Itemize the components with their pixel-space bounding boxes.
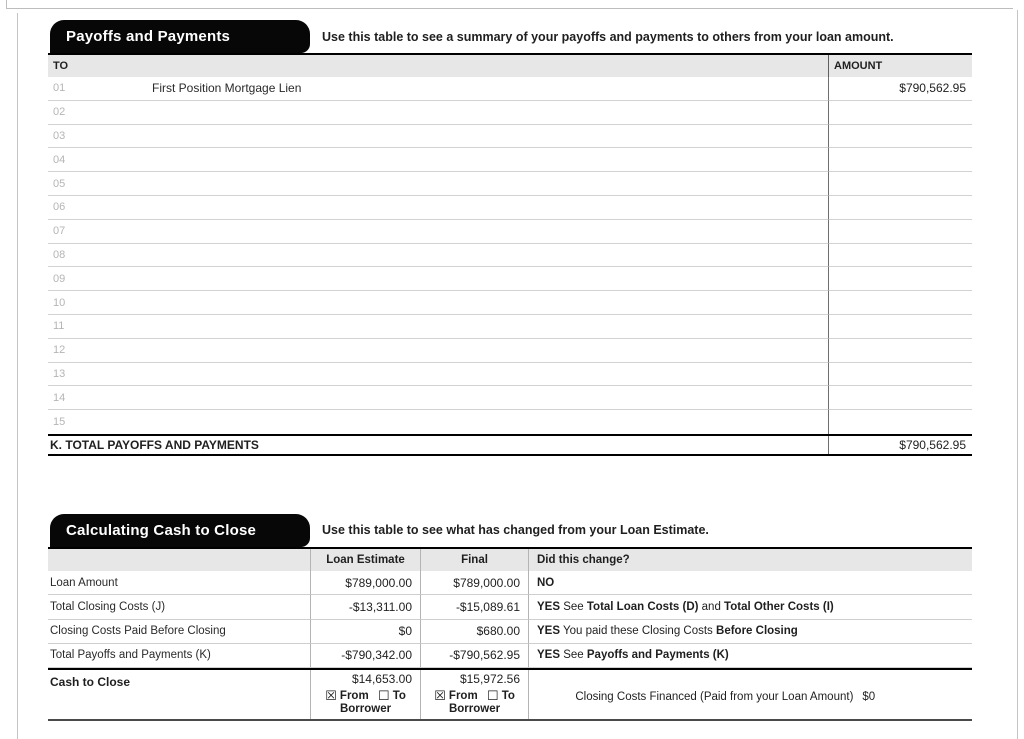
ctc-change-cell xyxy=(528,644,972,668)
payoffs-payee-name: First Position Mortgage Lien xyxy=(152,81,302,96)
payoffs-table-body xyxy=(48,77,972,434)
payoffs-section-title: Payoffs and Payments xyxy=(66,28,231,45)
payoffs-row-number: 14 xyxy=(53,391,66,404)
ctc-row-label: Total Payoffs and Payments (K) xyxy=(48,644,310,668)
payoffs-amount-cell: $790,562.95 xyxy=(828,77,972,101)
payoffs-table-row xyxy=(48,339,972,363)
ctc-loan-estimate-value: -$790,342.00 xyxy=(310,644,420,668)
final-to-label: To xyxy=(501,690,515,703)
final-to-borrower-checkbox-unchecked-icon: ☐ xyxy=(486,688,499,704)
payoffs-to-cell xyxy=(48,101,828,125)
payoffs-col-amount-header: AMOUNT xyxy=(828,55,972,77)
payoffs-amount-cell xyxy=(828,148,972,172)
ctc-loan-estimate-value: -$13,311.00 xyxy=(310,595,420,619)
cash-to-close-section-tab xyxy=(50,514,310,547)
payoffs-row-number: 03 xyxy=(53,129,66,142)
payoffs-table-row xyxy=(48,363,972,387)
payoffs-to-cell xyxy=(48,125,828,149)
payoffs-table-row xyxy=(48,196,972,220)
payoffs-table-row xyxy=(48,291,972,315)
payoffs-row-number: 02 xyxy=(53,106,66,119)
ctc-col-loan-estimate-header: Loan Estimate xyxy=(310,549,420,571)
payoffs-row-number: 04 xyxy=(53,153,66,166)
payoffs-row-number: 01 xyxy=(53,82,66,95)
closing-costs-financed-value: $0 xyxy=(862,691,876,704)
payoffs-amount-cell xyxy=(828,196,972,220)
ctc-final-value: $789,000.00 xyxy=(420,571,528,595)
payoffs-total-row xyxy=(48,434,972,456)
payoffs-row-number: 15 xyxy=(53,416,66,429)
payoffs-section-description: Use this table to see a summary of your payoffs and payments to others from your loan amount. xyxy=(322,29,894,44)
cash-to-close-section-description: Use this table to see what has changed from your Loan Estimate. xyxy=(322,523,709,538)
cash-to-close-summary-row xyxy=(48,668,972,721)
le-to-borrower-checkbox-unchecked-icon: ☐ xyxy=(377,688,390,704)
payoffs-amount-cell xyxy=(828,386,972,410)
payoffs-amount-cell xyxy=(828,172,972,196)
ctc-table-row xyxy=(48,620,972,644)
ctc-change-text-segment: YES xyxy=(537,625,561,638)
ctc-loan-estimate-value: $789,000.00 xyxy=(310,571,420,595)
payoffs-amount-cell xyxy=(828,291,972,315)
le-from-borrower-checkbox-checked-icon: ☒ xyxy=(325,688,337,704)
ctc-final-value: -$15,089.61 xyxy=(420,595,528,619)
payoffs-table-header-row xyxy=(48,55,972,77)
cash-to-close-label: Cash to Close xyxy=(50,675,131,690)
payoffs-to-cell xyxy=(48,339,828,363)
ctc-change-text-segment: Total Other Costs (I) xyxy=(724,600,834,613)
payoffs-to-cell xyxy=(48,410,828,434)
ctc-change-text-segment: Before Closing xyxy=(716,625,798,638)
payoffs-table-row xyxy=(48,410,972,434)
payoffs-amount-cell xyxy=(828,220,972,244)
payoffs-amount-cell xyxy=(828,410,972,434)
payoffs-amount-cell xyxy=(828,339,972,363)
le-from-to-checkbox-line xyxy=(325,687,406,703)
ctc-change-text-segment: YES xyxy=(537,600,561,613)
payoffs-row-number: 10 xyxy=(53,296,66,309)
payoffs-row-number: 06 xyxy=(53,201,66,214)
payoffs-to-cell xyxy=(48,363,828,387)
payoffs-table-row xyxy=(48,148,972,172)
payoffs-amount-cell xyxy=(828,315,972,339)
ctc-row-label: Loan Amount xyxy=(48,571,310,595)
payoffs-table-row xyxy=(48,267,972,291)
payoffs-section xyxy=(48,0,972,456)
page-right-edge xyxy=(1017,10,1018,739)
cash-to-close-change-cell xyxy=(528,670,972,719)
payoffs-to-cell xyxy=(48,220,828,244)
cash-to-close-table xyxy=(48,547,972,721)
ctc-change-text-segment: YES xyxy=(537,649,561,662)
closing-costs-financed-note xyxy=(537,679,875,715)
payoffs-to-cell xyxy=(48,196,828,220)
ctc-change-text-segment: and xyxy=(698,600,725,613)
payoffs-table-row xyxy=(48,101,972,125)
ctc-col-final-header: Final xyxy=(420,549,528,571)
payoffs-to-cell xyxy=(48,267,828,291)
ctc-table-row xyxy=(48,595,972,619)
cash-to-close-table-body xyxy=(48,571,972,668)
cash-to-close-loan-estimate-cell xyxy=(310,670,420,719)
ctc-change-cell xyxy=(528,620,972,644)
ctc-change-text-segment: See xyxy=(560,649,587,662)
cash-to-close-section-title: Calculating Cash to Close xyxy=(66,521,257,539)
closing-disclosure-page xyxy=(48,0,972,721)
ctc-final-value: -$790,562.95 xyxy=(420,644,528,668)
cash-to-close-loan-estimate-amount: $14,653.00 xyxy=(351,672,412,687)
ctc-loan-estimate-value: $0 xyxy=(310,620,420,644)
payoffs-table-row xyxy=(48,386,972,410)
previous-page-left-edge xyxy=(6,0,7,8)
ctc-col-blank-header xyxy=(48,549,310,571)
payoffs-row-number: 12 xyxy=(53,344,66,357)
payoffs-section-header xyxy=(48,20,972,53)
ctc-change-text-segment: Total Loan Costs (D) xyxy=(586,600,699,613)
cash-to-close-section-header xyxy=(48,514,972,547)
payoffs-table-row xyxy=(48,172,972,196)
ctc-row-label: Closing Costs Paid Before Closing xyxy=(48,620,310,644)
payoffs-amount-cell xyxy=(828,125,972,149)
page-left-edge xyxy=(17,13,18,739)
ctc-row-label: Total Closing Costs (J) xyxy=(48,595,310,619)
payoffs-row-number: 09 xyxy=(53,272,66,285)
payoffs-to-cell xyxy=(48,291,828,315)
payoffs-table-row xyxy=(48,220,972,244)
cash-to-close-final-cell xyxy=(420,670,528,719)
ctc-change-text-segment: Payoffs and Payments (K) xyxy=(586,649,729,662)
payoffs-row-number: 11 xyxy=(53,320,65,333)
cash-to-close-final-amount: $15,972.56 xyxy=(459,672,520,687)
payoffs-to-cell xyxy=(48,244,828,268)
payoffs-row-number: 08 xyxy=(53,248,66,261)
le-to-label: To xyxy=(392,690,406,703)
ctc-final-value: $680.00 xyxy=(420,620,528,644)
ctc-change-text-segment: NO xyxy=(537,576,555,589)
payoffs-table-row xyxy=(48,125,972,149)
cash-to-close-header-row xyxy=(48,549,972,571)
payoffs-to-cell xyxy=(48,386,828,410)
final-from-to-checkbox-line xyxy=(434,687,515,703)
payoffs-table-row xyxy=(48,244,972,268)
closing-costs-financed-text: Closing Costs Financed (Paid from your Loan Amount) xyxy=(575,691,854,704)
le-borrower-label: Borrower xyxy=(339,703,392,716)
payoffs-row-number: 07 xyxy=(53,225,66,238)
payoffs-amount-cell xyxy=(828,244,972,268)
payoffs-col-to-header: TO xyxy=(53,60,69,72)
payoffs-amount-cell xyxy=(828,101,972,125)
payoffs-table-row xyxy=(48,315,972,339)
ctc-change-cell xyxy=(528,571,972,595)
ctc-table-row xyxy=(48,644,972,668)
cash-to-close-section xyxy=(48,514,972,721)
le-from-label: From xyxy=(339,690,369,703)
payoffs-to-cell xyxy=(48,172,828,196)
payoffs-row-number: 05 xyxy=(53,177,66,190)
payoffs-amount-cell xyxy=(828,267,972,291)
final-from-label: From xyxy=(448,690,478,703)
payoffs-to-cell xyxy=(48,315,828,339)
payoffs-section-tab xyxy=(50,20,310,53)
payoffs-amount-cell xyxy=(828,363,972,387)
payoffs-total-label: K. TOTAL PAYOFFS AND PAYMENTS xyxy=(50,437,259,452)
payoffs-to-cell xyxy=(48,148,828,172)
ctc-change-text-segment: You paid these Closing Costs xyxy=(560,625,717,638)
payoffs-to-cell xyxy=(48,77,828,101)
ctc-col-change-header: Did this change? xyxy=(528,549,972,571)
ctc-change-text-segment: See xyxy=(560,600,587,613)
final-from-borrower-checkbox-checked-icon: ☒ xyxy=(434,688,446,704)
ctc-table-row xyxy=(48,571,972,595)
ctc-change-cell xyxy=(528,595,972,619)
payoffs-row-number: 13 xyxy=(53,367,66,380)
payoffs-table xyxy=(48,53,972,456)
payoffs-table-row xyxy=(48,77,972,101)
payoffs-total-amount: $790,562.95 xyxy=(828,436,972,454)
final-borrower-label: Borrower xyxy=(448,703,501,716)
